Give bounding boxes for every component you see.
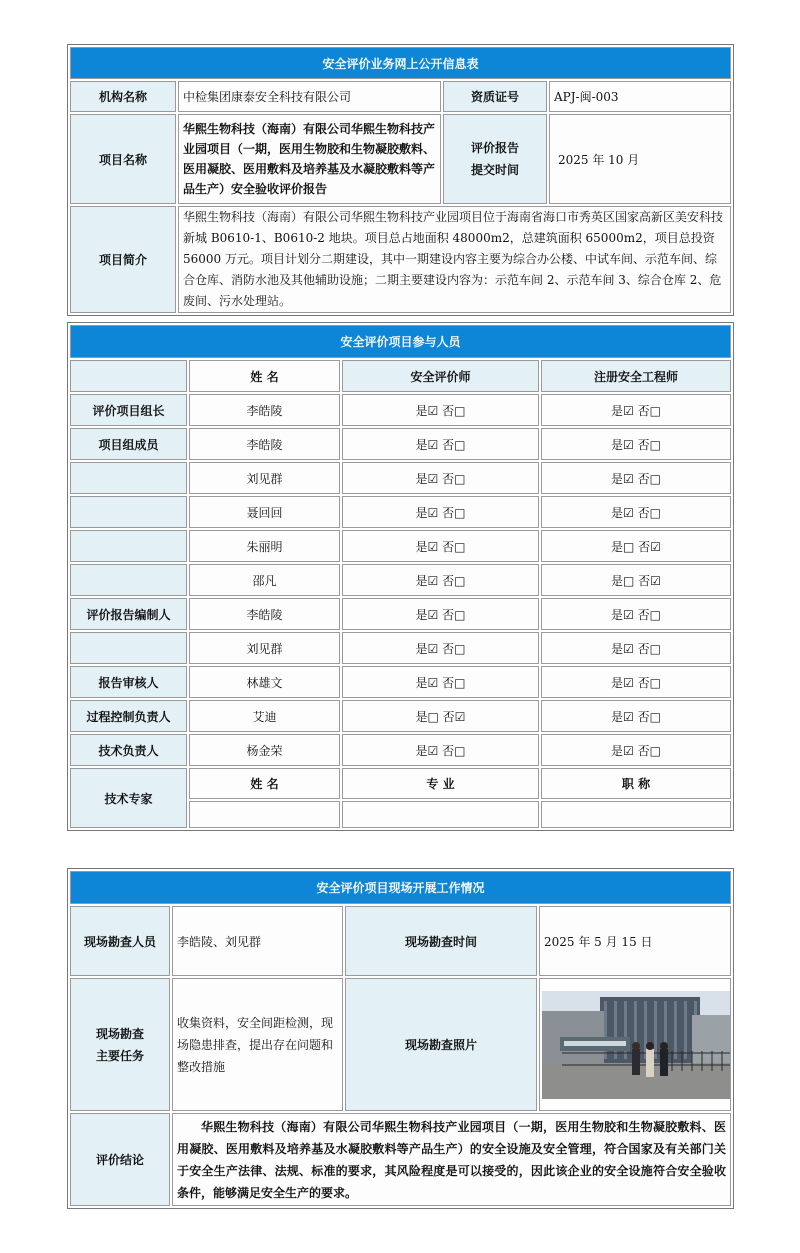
evaluator-cell: 是□ 否☑ (342, 700, 539, 732)
role-cell: 项目组成员 (70, 428, 187, 460)
intro-label: 项目简介 (70, 206, 176, 313)
col-header-evaluator: 安全评价师 (342, 360, 539, 392)
role-cell (70, 564, 187, 596)
table-row (70, 394, 731, 426)
engineer-cell: 是☑ 否□ (541, 598, 731, 630)
expert-title-cell (541, 801, 731, 828)
role-cell: 技术负责人 (70, 734, 187, 766)
conclusion-value: 华熙生物科技（海南）有限公司华熙生物科技产业园项目（一期，医用生物胶和生物凝胶敷料、医用凝胶、医用敷料及培养基及水凝胶敷料等产品生产）的安全设施及安全管理，符合国家及有关部门关于安全生产法律、法规、标准的要求，其风险程度是可以接受的，因此该企业的安全设施符合安全验收条件，能够满足安全生产的要求。 (172, 1113, 731, 1206)
table-row (70, 564, 731, 596)
expert-name-cell (189, 801, 340, 828)
survey-staff-label: 现场勘查人员 (70, 906, 170, 976)
site-work-title: 安全评价项目现场开展工作情况 (70, 871, 731, 904)
role-cell: 评价项目组长 (70, 394, 187, 426)
survey-staff-value: 李皓陵、刘见群 (172, 906, 343, 976)
evaluator-cell: 是☑ 否□ (342, 428, 539, 460)
survey-time-label: 现场勘查时间 (345, 906, 537, 976)
photo-label: 现场勘查照片 (345, 978, 537, 1111)
table-row (70, 666, 731, 698)
survey-time-value: 2025 年 5 月 15 日 (539, 906, 731, 976)
evaluator-cell: 是☑ 否□ (342, 598, 539, 630)
site-photo-image (542, 991, 731, 1099)
evaluator-cell: 是☑ 否□ (342, 564, 539, 596)
engineer-cell: 是☑ 否□ (541, 666, 731, 698)
name-cell: 林雄文 (189, 666, 340, 698)
name-cell: 艾迪 (189, 700, 340, 732)
engineer-cell: 是□ 否☑ (541, 530, 731, 562)
name-cell: 刘见群 (189, 632, 340, 664)
task-value: 收集资料，安全间距检测，现场隐患排查，提出存在问题和整改措施 (172, 978, 343, 1111)
evaluator-cell: 是☑ 否□ (342, 666, 539, 698)
name-cell: 李皓陵 (189, 394, 340, 426)
submit-time-label-line2: 提交时间 (470, 163, 519, 177)
expert-major-cell (342, 801, 539, 828)
table-row (70, 598, 731, 630)
submit-time-value: 2025 年 10 月 (549, 114, 731, 204)
corner-cell (70, 360, 187, 392)
org-label: 机构名称 (70, 81, 176, 112)
name-cell: 朱丽明 (189, 530, 340, 562)
expert-col-major: 专 业 (342, 768, 539, 799)
name-cell: 李皓陵 (189, 598, 340, 630)
cert-value: APJ-闽-003 (549, 81, 731, 112)
cert-label: 资质证号 (443, 81, 547, 112)
engineer-cell: 是□ 否☑ (541, 564, 731, 596)
project-name-value: 华熙生物科技（海南）有限公司华熙生物科技产业园项目（一期，医用生物胶和生物凝胶敷料、医用凝胶、医用敷料及培养基及水凝胶敷料等产品生产）安全验收评价报告 (178, 114, 441, 204)
site-work-table (67, 868, 734, 1209)
evaluator-cell: 是☑ 否□ (342, 394, 539, 426)
project-name-label: 项目名称 (70, 114, 176, 204)
role-cell: 评价报告编制人 (70, 598, 187, 630)
personnel-title: 安全评价项目参与人员 (70, 325, 731, 358)
evaluator-cell: 是☑ 否□ (342, 462, 539, 494)
expert-label: 技术专家 (70, 768, 187, 828)
evaluator-cell: 是☑ 否□ (342, 496, 539, 528)
table-row (70, 632, 731, 664)
engineer-cell: 是☑ 否□ (541, 496, 731, 528)
conclusion-label: 评价结论 (70, 1113, 170, 1206)
role-cell (70, 496, 187, 528)
evaluator-cell: 是☑ 否□ (342, 632, 539, 664)
table-row (70, 496, 731, 528)
name-cell: 邵凡 (189, 564, 340, 596)
org-value: 中检集团康泰安全科技有限公司 (178, 81, 441, 112)
engineer-cell: 是☑ 否□ (541, 632, 731, 664)
task-label-line1: 现场勘查 (95, 1026, 144, 1041)
engineer-cell: 是☑ 否□ (541, 428, 731, 460)
personnel-table (67, 322, 734, 831)
expert-col-title: 职 称 (541, 768, 731, 799)
engineer-cell: 是☑ 否□ (541, 394, 731, 426)
intro-value: 华熙生物科技（海南）有限公司华熙生物科技产业园项目位于海南省海口市秀英区国家高新区美安科技新城 B0610-1、B0610-2 地块。项目总占地面积 48000m2，总建筑面积 65000m2，项目总投资 56000 万元。项目计划分二期建设，其中一期建设内容主要为综合办公楼、中试车间、示范车间、综合仓库、消防水池及其他辅助设施；二期主要建设内容为：示范车间 2、示范车间 3、综合仓库 2、危废间、污水处理站。 (178, 206, 731, 313)
engineer-cell: 是☑ 否□ (541, 462, 731, 494)
col-header-name: 姓 名 (189, 360, 340, 392)
table-row (70, 462, 731, 494)
name-cell: 聂回回 (189, 496, 340, 528)
name-cell: 杨金荣 (189, 734, 340, 766)
evaluator-cell: 是☑ 否□ (342, 734, 539, 766)
role-cell: 报告审核人 (70, 666, 187, 698)
table-row (70, 530, 731, 562)
name-cell: 刘见群 (189, 462, 340, 494)
engineer-cell: 是☑ 否□ (541, 734, 731, 766)
role-cell (70, 530, 187, 562)
col-header-engineer: 注册安全工程师 (541, 360, 731, 392)
public-info-table (67, 44, 734, 316)
submit-time-label (443, 114, 547, 204)
name-cell: 李皓陵 (189, 428, 340, 460)
engineer-cell: 是☑ 否□ (541, 700, 731, 732)
evaluator-cell: 是☑ 否□ (342, 530, 539, 562)
table-row (70, 734, 731, 766)
role-cell (70, 632, 187, 664)
task-label-line2: 主要任务 (95, 1048, 144, 1063)
table-title: 安全评价业务网上公开信息表 (70, 47, 731, 79)
role-cell: 过程控制负责人 (70, 700, 187, 732)
table-row (70, 428, 731, 460)
table-row (70, 700, 731, 732)
site-photo (539, 978, 731, 1111)
task-label (70, 978, 170, 1111)
role-cell (70, 462, 187, 494)
expert-col-name: 姓 名 (189, 768, 340, 799)
submit-time-label-line1: 评价报告 (470, 141, 519, 155)
